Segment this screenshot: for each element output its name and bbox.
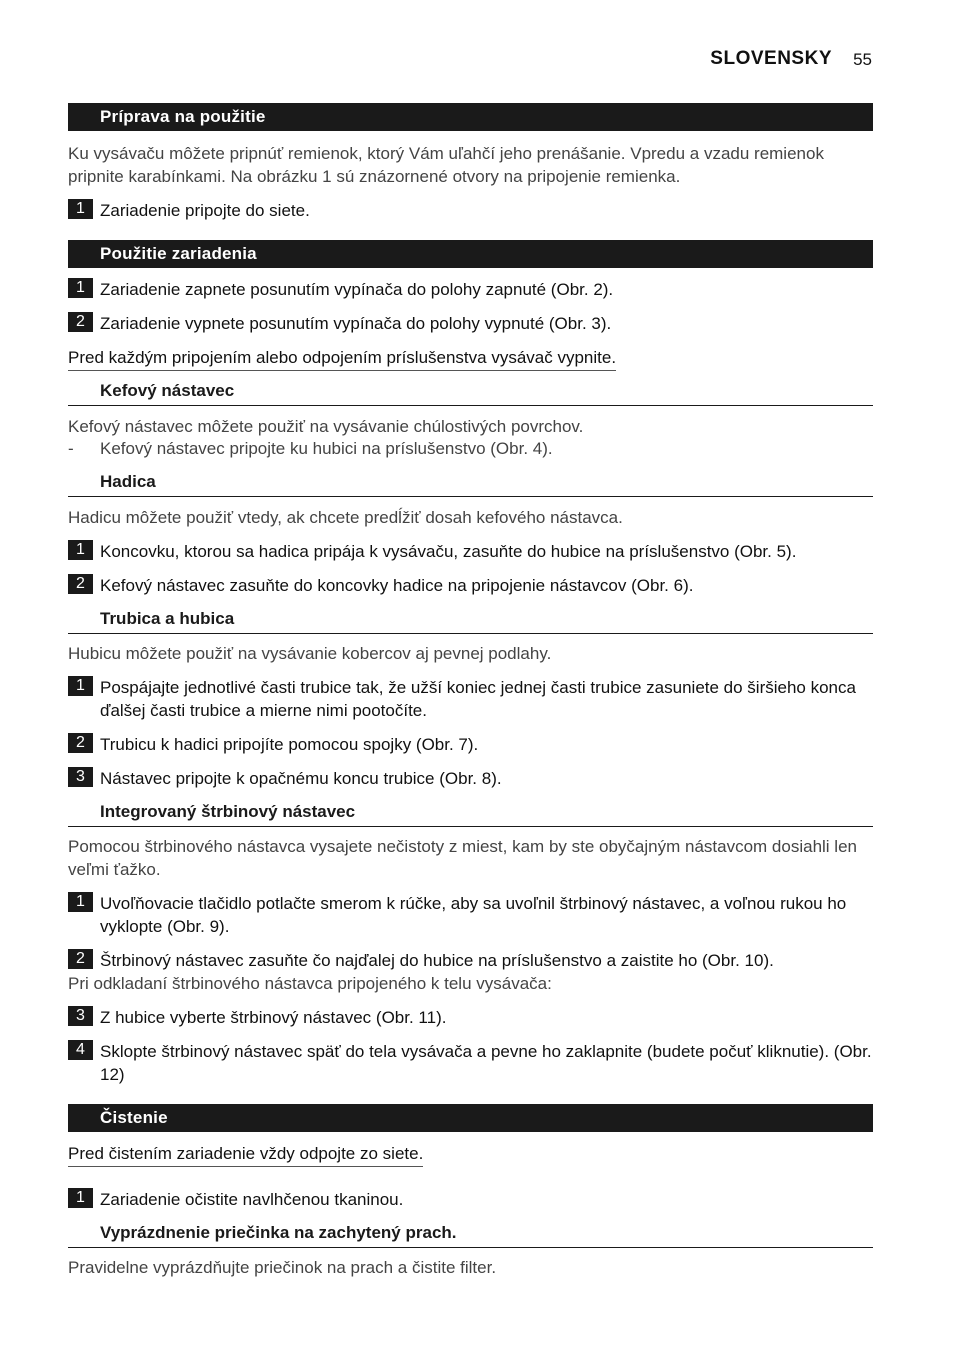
section-title: Čistenie <box>100 1108 168 1127</box>
step-text: Zariadenie vypnete posunutím vypínača do polohy vypnuté (Obr. 3). <box>100 314 612 333</box>
step-number: 3 <box>68 767 93 787</box>
subsection-title: Kefový nástavec <box>100 381 235 400</box>
step-text: Zariadenie očistite navlhčenou tkaninou. <box>100 1190 404 1209</box>
step-item <box>68 1188 873 1211</box>
step-item <box>68 892 873 938</box>
step-item <box>68 199 873 222</box>
step-text: Zariadenie zapnete posunutím vypínača do polohy zapnuté (Obr. 2). <box>100 280 614 299</box>
subsection-title: Integrovaný štrbinový nástavec <box>100 802 356 821</box>
subsection-heading-vyprazdnenie <box>68 1221 873 1248</box>
step-item <box>68 1006 873 1029</box>
step-number: 1 <box>68 199 93 219</box>
subsection-title: Trubica a hubica <box>100 609 235 628</box>
section-title: Použitie zariadenia <box>100 244 257 263</box>
step-item <box>68 278 873 301</box>
paragraph-strbinovy-note: Pri odkladaní štrbinového nástavca pripojeného k telu vysávača: <box>68 974 552 993</box>
step-text: Sklopte štrbinový nástavec späť do tela vysávača a pevne ho zaklapnite (budete počuť kliknutie). (Obr. 12) <box>100 1042 872 1084</box>
step-number: 4 <box>68 1040 93 1060</box>
paragraph-hadica-intro: Hadicu môžete použiť vtedy, ak chcete predĺžiť dosah kefového nástavca. <box>68 508 623 527</box>
subsection-title: Hadica <box>100 472 156 491</box>
step-text: Koncovku, ktorou sa hadica pripája k vysávaču, zasuňte do hubice na príslušenstvo (Obr. 5). <box>100 542 797 561</box>
step-number: 1 <box>68 278 93 298</box>
subsection-heading-strbinovy <box>68 800 873 827</box>
step-item <box>68 574 873 597</box>
subsection-heading-hadica <box>68 470 873 497</box>
step-item <box>68 733 873 756</box>
step-number: 2 <box>68 733 93 753</box>
section-heading-pouzitie <box>68 240 873 268</box>
step-number: 2 <box>68 949 93 969</box>
step-number: 2 <box>68 574 93 594</box>
step-number: 1 <box>68 676 93 696</box>
paragraph-kefovy-intro: Kefový nástavec môžete použiť na vysávanie chúlostivých povrchov. <box>68 417 584 436</box>
step-item <box>68 312 873 335</box>
step-item <box>68 949 873 972</box>
step-text: Z hubice vyberte štrbinový nástavec (Obr. 11). <box>100 1008 447 1027</box>
step-text: Štrbinový nástavec zasuňte čo najďalej do hubice na príslušenstvo a zaistite ho (Obr. 10). <box>100 951 774 970</box>
page-number: 55 <box>853 50 872 69</box>
language-label: SLOVENSKY <box>710 48 832 69</box>
step-number: 1 <box>68 540 93 560</box>
paragraph-strbinovy-intro: Pomocou štrbinového nástavca vysajete nečistoty z miest, kam by ste obyčajným nástavcom dosiahli len veľmi ťažko. <box>68 837 857 879</box>
bullet-text: Kefový nástavec pripojte ku hubici na príslušenstvo (Obr. 4). <box>100 439 553 458</box>
step-text: Kefový nástavec zasuňte do koncovky hadice na pripojenie nástavcov (Obr. 6). <box>100 576 694 595</box>
paragraph-priprava-intro: Ku vysávaču môžete pripnúť remienok, ktorý Vám uľahčí jeho prenášanie. Vpredu a vzadu remienok pripnite karabínkami. Na obrázku 1 sú znázornené otvory na pripojenie remienka. <box>68 144 824 186</box>
step-text: Zariadenie pripojte do siete. <box>100 201 310 220</box>
warning-note: Pred každým pripojením alebo odpojením príslušenstva vysávač vypnite. <box>68 346 616 371</box>
step-number: 3 <box>68 1006 93 1026</box>
step-number: 1 <box>68 1188 93 1208</box>
bullet-item <box>68 437 873 460</box>
subsection-title: Vyprázdnenie priečinka na zachytený prach. <box>100 1223 457 1242</box>
step-item <box>68 767 873 790</box>
section-heading-priprava <box>68 103 873 131</box>
step-text: Trubicu k hadici pripojíte pomocou spojky (Obr. 7). <box>100 735 479 754</box>
section-title: Príprava na použitie <box>100 107 266 126</box>
subsection-heading-kefovy <box>68 379 873 406</box>
bullet-dash: - <box>68 439 74 458</box>
warning-note: Pred čistením zariadenie vždy odpojte zo siete. <box>68 1142 423 1167</box>
paragraph-trubica-intro: Hubicu môžete použiť na vysávanie kobercov aj pevnej podlahy. <box>68 644 552 663</box>
step-text: Pospájajte jednotlivé časti trubice tak, že užší koniec jednej časti trubice zasuniete do širšieho konca ďalšej časti trubice a mierne nimi pootočíte. <box>100 678 856 720</box>
step-text: Uvoľňovacie tlačidlo potlačte smerom k rúčke, aby sa uvoľnil štrbinový nástavec, a voľnou rukou ho vyklopte (Obr. 9). <box>100 894 847 936</box>
step-number: 1 <box>68 892 93 912</box>
step-item <box>68 1040 873 1086</box>
paragraph-vyprazdnenie-intro: Pravidelne vyprázdňujte priečinok na prach a čistite filter. <box>68 1258 497 1277</box>
section-heading-cistenie <box>68 1104 873 1132</box>
subsection-heading-trubica <box>68 607 873 634</box>
step-text: Nástavec pripojte k opačnému koncu trubice (Obr. 8). <box>100 769 502 788</box>
step-item <box>68 676 873 722</box>
step-item <box>68 540 873 563</box>
step-number: 2 <box>68 312 93 332</box>
